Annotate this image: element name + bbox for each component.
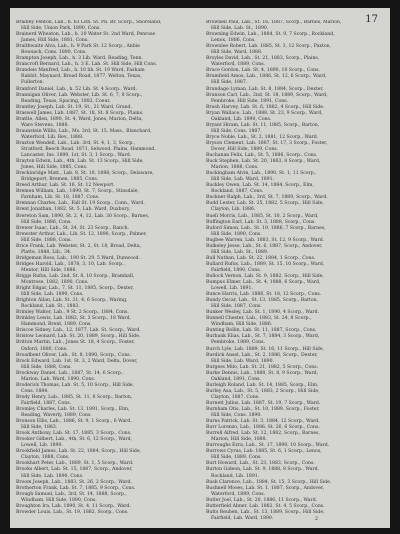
directory-entry: Bradley Fenton, Lab., h. 63 Lith. St. Ph. Br. Scorp., Shoreland, <box>16 20 162 25</box>
directory-entry: Hill Side, Lab. 1890, Cons. <box>21 292 84 298</box>
directory-entry: Bright Edgar, Lab., 7, St. 11, 1885, Scorp., Dexter, <box>16 286 134 292</box>
directory-entry: Bridges Harold, Lab., 1878, 3, 10, Lab. Scorp., <box>16 261 126 267</box>
directory-entry: Hill Side, Lab. Ward, 1891. <box>211 177 274 183</box>
directory-entry: Hammond, Brent, 1889, Cons. <box>21 322 92 328</box>
directory-entry: Bugbee Warren, Lab. 1883, St. 12, 9 Scorp., Ward. <box>206 237 325 243</box>
directory-entry: Burke Dennis, Lab., 1888, St. 8, 9 Scorp., Ward, <box>206 370 319 376</box>
footer-mark: 2 <box>314 516 318 522</box>
directory-entry: Lancaster, Ins. 1890, 1st, St. 3, 1 Scorp., Ward. <box>21 153 132 159</box>
directory-entry: Brough Samuel, Lab., 3rd, St. 14, 1888, Scorp., <box>16 491 127 497</box>
directory-entry: Butterfield Abner, Lab. 1882, St. 4, 5 Scorp., Cons. <box>206 503 325 509</box>
directory-entry: Brent Jonathan, 1882, St. 5, Lab. Ward, Duxbury, <box>16 207 131 213</box>
directory-entry: Bryson Clement, Lab. 1887, St. 17, 3 Scorp., Foster, <box>206 140 328 146</box>
directory-entry: Windham, Hill Side, 1886. <box>211 322 273 328</box>
directory-entry: Buck Stephen, Lab. St. 20, 1883, 8 Scorp., Ward, <box>206 159 321 165</box>
directory-entry: Breckinridge Matt., Lab. 8, St. 10, 1888, Scorp., Delaware, <box>16 171 154 177</box>
directory-entry: Hill Side, Union Park, 1890, Cons. <box>21 26 101 32</box>
directory-entry: Bowsack, Cons. 1890, Cons. <box>21 50 87 56</box>
directory-entry: Bristow Leonard, Lab. St. 20, 1889, Scorp., Hill Side, <box>16 334 141 340</box>
directory-entry: Bunnell Chester, Lab., 1883, St. 24, 8 Scorp., <box>206 316 312 322</box>
directory-entry: Rockland, 1887, Cons. <box>211 189 264 195</box>
directory-entry: Browning Edwin, Lab., 1884, St. 9, 7 Scorp., Rockland, <box>206 32 335 38</box>
directory-entry: Buckner Ralph, Lab., 3rd, St. 7, 1889, Scorp., Ward. <box>206 195 328 201</box>
directory-entry: Briggs Rufus, Lab. 2nd, St. 8, 10 Scorp., Bramhall, <box>16 273 135 279</box>
directory-entry: Hill Side, 1887, Cons. <box>211 304 262 310</box>
directory-entry: Farnham, Lib. St. 18, 1887, Cons. <box>21 195 100 201</box>
directory-entry: Brook Anthony, Lab. St. 17, 1885, 3 Scorp., Cons. <box>16 431 132 437</box>
directory-entry: Burdick Ansel, Lab., St. 2, 1886, Scorp., Dexter, <box>206 352 318 358</box>
directory-entry: Braswell James, Lab. 1887, St. 18, St. 8 Scorp., Plains. <box>16 110 144 116</box>
directory-entry: Waterford, 1889, Cons. <box>211 62 266 68</box>
directory-entry: Brandeis Manfred, Lab., h. 10 lib. St. 19 Ward, Fasham <box>16 68 145 74</box>
directory-entry: Bushnell Moses, Lab. St. 1, 1887, Scorp., Andover, <box>206 485 325 491</box>
directory-entry: Burnham Otis, Lab., St. 10, 1889, Scorp., Foster, <box>206 407 320 412</box>
directory-entry: Bronson Ellis, Lab., 1886, St. 9, 1 Scorp., 6 Ward, <box>16 419 132 425</box>
directory-entry: Buford Simon, Lab., St. 19, 1886, 7 Scorp., Barnes, <box>206 225 326 231</box>
directory-entry: Clayton, Lib. 1886. <box>211 207 256 213</box>
directory-entry: Burch Lyle, Lab. 1889, St. 16, 11 Scorp., Hill Side, <box>206 346 325 352</box>
directory-entry: Mentor, Hill Side, 1886. <box>21 267 77 273</box>
directory-entry: Burrows Cyrus, Lab. 1885, St. 6, 1 Scorp., Lenox, <box>206 449 322 455</box>
directory-entry: Buckingham Alvin, Lab., 1890, St. 1, 11 Scorp., <box>206 171 317 177</box>
directory-entry: Bunting Rollin, Lab. St. 11, 1887, Scorp., Cons. <box>206 328 317 334</box>
directory-entry: Brumfield Amos, Lab., 1886, St. 12, 6 Scorp., Ward, <box>206 74 327 80</box>
directory-entry: Butler Joel, Lab., St. 20, 1886, 11 Scorp., Ward. <box>206 497 318 503</box>
directory-entry: Burley Asa, Lab., St. 5, 1883, 2 Scorp., Hill Side, <box>206 388 320 394</box>
right-column <box>206 20 384 522</box>
directory-entry: Windham, Hill Side, 1890, Cons. <box>21 497 97 503</box>
directory-entry: Fairfield, 1887, Cons. <box>21 400 72 406</box>
directory-entry: Branford Daniel, Lab., h. 52 Lib. St. 4 Scorp., Ward. <box>16 86 137 92</box>
directory-entry: Butts Reuben, Lab., St. 13, 1889, Scorp., Hill Side, <box>206 509 325 515</box>
directory-entry: Platte, 1888, Lib., 34. <box>21 249 72 255</box>
directory-entry: Burbank Elias, Lab., St. 7, 1884, 3 Scorp., Ward, <box>206 334 320 340</box>
directory-entry: Briscoe Sidney, Lab., 12, 1877, Lab. St. Scorp., Ward. <box>16 328 141 334</box>
directory-entry: Brighton Allan, Lab. St. 31, 4, 6 Scorp., Waring, <box>16 298 128 304</box>
directory-entry: Brice Frank, Lab. Webster, St. 2, St. 18, Broad, Delta, <box>16 243 142 249</box>
directory-entry: Brewster Arthur, Lab., Lib. St. 12, 1890, Scorp., Palmer, <box>16 231 147 237</box>
directory-entry: Bromley Charles, Lab. St. 13, 1891, Scorp., Elm, <box>16 407 130 412</box>
directory-entry: Buchanan Felix, Lab., St. 5, 1886, Scorp., Cons. <box>206 153 318 159</box>
directory-entry: Clayton, 1888, Cons. <box>21 455 70 461</box>
directory-entry: Hill Side, Cons. 1890. <box>211 413 262 419</box>
directory-entry: Bryce Noble, Lab., St. 2, 1881, 12 Scorp., Ward. <box>206 134 319 140</box>
directory-entry: Brookhart Peter, Lab., 1889, St. 1, 5 Scorp., Ward. <box>16 461 134 467</box>
directory-page <box>10 8 390 528</box>
directory-entry: Reading, Texas, Spacing, 1882, Coeur, <box>21 98 111 104</box>
directory-entry: Braxton Wendell, Lab., Lab. 3rd, St. 4, 1, 3, Scorp., <box>16 140 136 146</box>
directory-entry: Brinkley Lewis, Lab. 1882, St. 3 Scorp., 18 Ward, <box>16 316 131 322</box>
directory-entry: Brainerd Wheaton, Lab., h. 10 Water St. 2nd Ward, Penrose <box>16 32 156 38</box>
directory-entry: Bundy Oscar, Lab., St. 13, 1885, Scorp., Barton, <box>206 298 319 304</box>
directory-entry: Bullock Vernon, Lab. St. 9, 1882, Scorp., Hill Side, <box>206 273 324 279</box>
directory-entry: Brunson Carl, Lab., 2nd, St. 18, 1889, Scorp., Ward, <box>206 92 328 98</box>
directory-entry: Burton Gideon, Lab. St. 9, 1888, 8 Scorp., Ward, <box>206 467 320 473</box>
directory-entry: Montrose, 1882, 1890, Cons. <box>21 280 89 286</box>
directory-entry: Brush Harvey, Lab. St. 6, 1882, 4 Scorp., Hill Side. <box>206 104 325 110</box>
directory-entry: Oakland, Lib. 1890, Cons. <box>211 116 272 122</box>
directory-entry: Hill Side, Cons. 1887. <box>211 128 262 134</box>
directory-entry: Jones, Hill Side, 1885, Cons. <box>21 165 88 171</box>
directory-entry: Brundage Lyman, Lab. St. 8, 1884, Scorp., Dexter, <box>206 86 324 92</box>
directory-entry: Rabbit, Maynard, Broad Road, 1877, Welton, Texas, <box>21 74 142 80</box>
directory-entry: Braithwaite Alva, Lab., h. 9 Park St. 12 Scorp., Anbie <box>16 44 140 50</box>
directory-entry: Brewer Isaac, Lab., St. 24, St. 23 Scorp., Ranch. <box>16 225 130 231</box>
directory-entry: Oxford, 1880, Cons. <box>21 346 68 352</box>
directory-entry: Ware Stevens, 1888. <box>21 122 69 128</box>
directory-entry: Lenox, 1886, Cons. <box>211 38 256 44</box>
directory-entry: Fairfield, 1890, Cons. <box>211 267 262 273</box>
directory-entry: Broderick Thomas, Lab. St. 5, 10 Scorp., Hill Side, <box>16 382 134 388</box>
directory-entry: Broom Joseph, Lab., 1883, St. 26, 2 Scorp., Ward, <box>16 479 132 485</box>
directory-entry: Broadbent Oliver, Lab., St. 8, 1890, Scorp., Cons. <box>16 352 132 358</box>
directory-entry: Brattle, Allen, 1890, St. 4, Ward, Jones, Marion, Delta, <box>16 116 143 122</box>
directory-entry: Bryan Wallace, Lab., 1888, St. 23, 9 Scorp., Ward, <box>206 110 323 116</box>
directory-entry: Bullard Rufus, Lab., 1889, St. 15, 10 Scorp., Ward, <box>206 261 325 267</box>
directory-entry: Burt Howard, Lab., St. 23, 1883, Scorp., Cons. <box>206 461 315 467</box>
directory-entry: Burleigh Roland, Lab. St. 14, 1885, Scorp., Elm, <box>206 382 319 388</box>
directory-entry: Hill Side, 1886, Cons. <box>21 219 72 225</box>
directory-entry: Brayton Edwin, Lab., 4th, Lab. St. 13 Scorp., Hill Side, <box>16 159 144 165</box>
directory-entry: Brereton Sam, 1890, St. 2, 4, 12, Lab. 30 Scorp., Barnes, <box>16 213 150 219</box>
directory-entry: Broyles David, Lab., St. 21, 1883, Scorp., Plains, <box>206 56 320 62</box>
directory-entry: Burnett Julius, Lab. 1887, St. 19, 7 Scorp., Ward. <box>206 400 321 406</box>
directory-entry: Brock Edward, Lab. 1st, St. 3, 2 Ward, Delta, Dover, <box>16 358 138 364</box>
directory-entry: Bunker Wesley, Lab. St. 1, 1890, 4 Scorp., Ward. <box>206 310 320 316</box>
directory-entry: Marion, Lab. Ward, 1890, Cons. <box>21 376 96 382</box>
directory-entry: Hill Side, 1890, Cons. <box>211 231 262 237</box>
directory-entry: Burgess Milo, Lab. St. 21, 1882, 5 Scorp., Cons. <box>206 364 319 370</box>
directory-entry: Hill Side, Lab. St., 1890. <box>211 26 269 32</box>
directory-entry: Cons. 1884. <box>21 388 49 394</box>
directory-entry: Stratford, Beech Road, 1871, Selwood, Plains, Hammond, <box>21 146 156 152</box>
directory-entry: Lowell, Lib. 1891. <box>211 286 253 292</box>
directory-entry: Brannigan Oliver, Lab. Webster, Lib. St. 6, 7, 8 Scorp., <box>16 92 143 98</box>
directory-entry: Burr Lorenzo, Lab., 1886, St. 26, 6 Scorp., Cons. <box>206 425 320 431</box>
directory-entry: Hill Side, 1887. <box>211 80 248 86</box>
directory-entry: Brantley Joseph, Lab. St. 19, St., 21 Ward, Grand, <box>16 104 132 110</box>
directory-entry: James, Hill Side, 1881, Cons. <box>21 38 89 44</box>
directory-entry: Pembroke, 1889, Cons. <box>211 340 265 346</box>
directory-entry: Hill Side, Ward, 1888. <box>211 50 263 56</box>
directory-entry: Brownell Paul, Lab., St. 16, 1887, Scorp., Barnes, Marion, <box>206 20 342 25</box>
directory-entry: Lowell, Lib. 1890. <box>21 443 63 449</box>
directory-entry: Brookfield James, Lab. St. 22, 1884, Scorp., Hill Side, <box>16 449 142 455</box>
directory-entry: Pembroke, Hill Side, 1891, Cons. <box>211 98 289 104</box>
directory-entry: Brimley Walter, Lab., 9 St. 2 Scorp., 1884, Cons. <box>16 310 129 316</box>
directory-entry: Bruce Gordon, Lab. St. 4, 1890, 10 Scorp., Cons. <box>206 68 320 74</box>
directory-entry: Clayton, 1887, Cons. <box>211 394 260 400</box>
directory-entry: Brooks Albert, Lab. St. 15, 1887, Scorp., Andover, <box>16 467 133 473</box>
directory-entry: Buffington Earl, Lab. St. 3, 1888, Scorp., Cons. <box>206 219 316 225</box>
directory-entry: Braunstein Willis, Lab., Ms. 3rd, St. 15, Mass., Blanchard, <box>16 128 152 134</box>
directory-entry: Burrell Alfred, Lab. St. 12, 1882, Scorp., Barnes, <box>206 431 320 437</box>
directory-entry: Bryant Hiram, Lab. St. 11, 1885, Scorp., Barton, <box>206 122 320 128</box>
directory-entry: Budd Lester, Lab. St. 25, 1882, 5 Scorp., Hill Side, <box>206 201 324 207</box>
directory-entry: Rockland, Lab. St., 1883. <box>21 304 80 310</box>
directory-entry: Brownlee Robert, Lab. 1885, St. 3, 12 Scorp., Paxton, <box>206 44 332 50</box>
directory-entry: Marion, 1888, Cons. <box>211 165 259 171</box>
directory-entry: Britton Martin, Lab., Jones St. 18, 4 Scorp., Foster, <box>16 340 135 346</box>
directory-entry: Bulkeley Jesse, Lab., St. 6, 1887, Scorp., Andover, <box>206 243 323 249</box>
directory-entry: Burroughs Ezra, Lab., St. 17, 1890, 10 Scorp., Ward. <box>206 443 330 449</box>
directory-entry: Hill Side, Lab. St., 1889. <box>211 249 269 255</box>
directory-entry: Bremen William, Lab., 1890, St. 7, Scorp., Stinsdale, <box>16 189 139 195</box>
directory-entry: Brancroft Bernard, Lab., h. 3 E. Lab. St. Hill Side, Hill Cons. <box>16 62 158 68</box>
directory-entry: Hill Side, Lab. 1890, Cons. <box>21 473 84 479</box>
directory-entry: Brampton Joseph, Lab., h. 3 Lib. Ward, Reading, Tenn. <box>16 56 143 62</box>
directory-entry: Fairfield, Lab. Ward, 1890. <box>211 515 274 521</box>
directory-entry: Oakland, 1891, Cons. <box>211 376 261 382</box>
directory-entry: Buckley Owen, Lab. St. 14, 1884, Scorp., Elm, <box>206 183 314 189</box>
directory-entry: Brooker Gilbert, Lab., 4th, St. 6, 12 Scorp., Ward, <box>16 437 132 443</box>
directory-entry: Hill Side, 1883. <box>21 425 58 431</box>
directory-entry: Brennan Charles, Lab., Fall St. 19 Scorp., Conn., Ward. <box>16 201 145 207</box>
directory-entry: Bumpus Elmer, Lab., St. 4, 1888, 6 Scorp., Ward, <box>206 280 321 286</box>
directory-entry: Brotherton Frank, Lab. St. 7, 1885, 9 Scorp., Cons. <box>16 485 136 491</box>
directory-entry: Dover, Hill Side, 1889, Cons. <box>211 146 279 152</box>
directory-entry: Rockland, Lib. 1891. <box>211 473 260 479</box>
directory-entry: Waterford, 1889, Cons. <box>211 491 266 497</box>
directory-entry: Browder Louis, Lab., St. 19, 1882, Scorp., Cons. <box>16 509 129 515</box>
directory-entry: Hill Side, 1888, Cons. <box>21 364 72 370</box>
directory-entry: Burns Patrick, Lab. St. 3, 1884, 12 Scorp., Ward, <box>206 419 320 425</box>
directory-entry: Hill Side, 1889, Cons. <box>211 455 262 461</box>
page-number: 17 <box>365 14 378 25</box>
directory-entry: Brockway Daniel, Lab., 1887, St. 14, 6 Scorp., <box>16 370 124 376</box>
directory-entry: Breed Arthur, Lab. St. 16, St. 12 Newport. <box>16 183 115 189</box>
directory-entry: Bridgeman Ross, Lab., 190 St. 29, 5 Ward, Dunwood. <box>16 255 140 261</box>
directory-entry: Bush Clarence, Lab., 1884, St. 15, 3 Scorp., Hill Side, <box>206 479 332 485</box>
directory-entry: Reading, Waverly, 1889, Cons. <box>21 413 92 419</box>
directory-entry: Bridgeport, Bremen, 1885, Cons. <box>21 177 99 183</box>
directory-entry: Bunce Harris, Lab. 1886, St. 18, 12 Scorp., Cons. <box>206 292 322 298</box>
directory-entry: Waterford, Lib. Rev., 1888. <box>21 134 84 140</box>
directory-entry: Bull Nathan, Lab. St. 22, 1884, 1 Scorp., Cons. <box>206 255 316 261</box>
directory-entry: Marion, Hill Side, 1888. <box>211 437 267 443</box>
directory-entry: Brody Henry, Lab., 1885, St. 11, 8 Scorp., Barton, <box>16 394 133 400</box>
directory-entry: Broughton Ira, Lab. 1890, St. 4, 11 Scorp., Ward. <box>16 503 131 509</box>
directory-entry: Fullerton. <box>21 80 45 86</box>
directory-entry: Hill Side, Lab. Ward, 1890. <box>211 358 274 364</box>
directory-entry: Buell Morris, Lab., 1885, St. 10, 2 Scorp., Ward, <box>206 213 319 219</box>
left-column <box>16 20 194 516</box>
directory-entry: Hill Side, 1888, Cons. <box>21 237 72 243</box>
